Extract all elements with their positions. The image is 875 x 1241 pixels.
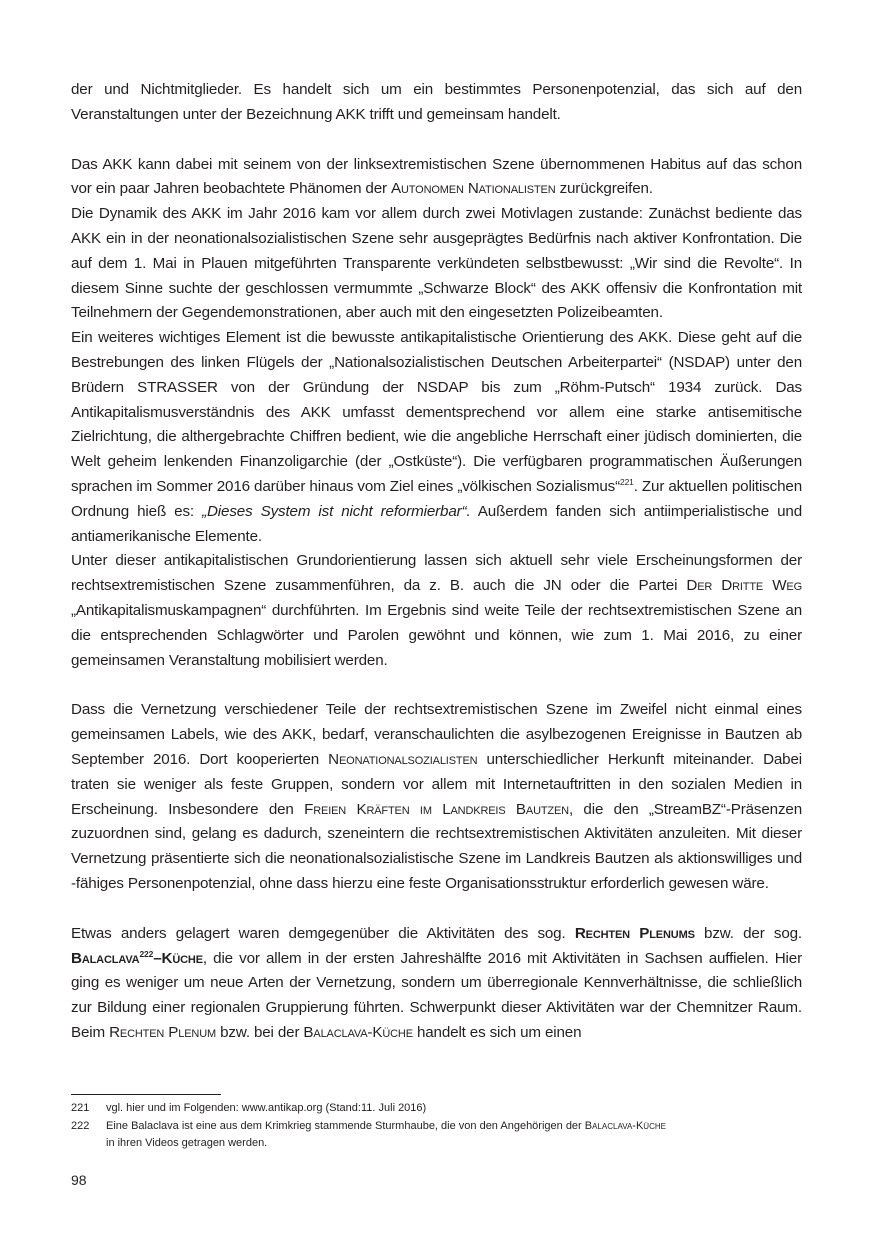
paragraph-5 [71,549,802,673]
footnote-text-part: in ihren Videos getragen werden. [106,1137,268,1149]
paragraph-text: Unter dieser antikapitalistischen Grundorientierung lassen sich aktuell sehr viele Erscheinungsformen der rechtsextremistischen Szene zusammenführen, da z. B. auch die JN oder die Partei [71,552,802,595]
footnote-text [106,1118,802,1153]
paragraph-text: Ein weiteres wichtiges Element ist die bewusste antikapitalistische Orientierung des AKK. Diese geht auf die Bestrebungen des linken Flügels der „Nationalsozialistischen Deutschen Arbeiterpartei“ (NSDAP) unter den Brüdern STRASSER von der Gründung der NSDAP bis zum „Röhm-Putsch“ 1934 zurück. Das Antikapitalismusverständnis des AKK umfasst dementsprechend vor allem eine starke antisemitische Zielrichtung, die althergebrachte Chiffren bedient, wie die angebliche Herrschaft einer jüdisch dominierten, die Welt geheim lenkenden Finanzoligarchie (der „Ostküste“). Die verfügbaren programmatischen Äußerungen sprachen im Sommer 2016 darüber hinaus vom Ziel eines „völkischen Sozialismus“ [71,329,802,495]
term-balaclava-bold: Balaclava [71,949,140,967]
footnote-222 [71,1118,802,1153]
term-freie-kraefte: Freien Kräften im Landkreis Bautzen [304,800,569,818]
footnote-ref-221: 221 [620,476,634,487]
paragraph-text: handelt es sich um einen [412,1023,582,1041]
term-neonationalsozialisten: Neonationalsozialisten [328,750,478,768]
footnote-ref-222: 222 [139,948,154,959]
paragraph-6 [71,698,802,896]
term-balaclava-kueche: Balaclava-Küche [303,1023,413,1041]
term-rechtes-plenum-bold: Rechten Plenums [574,924,695,942]
page-body [71,78,802,1046]
paragraph-text: bzw. bei der [216,1023,304,1041]
paragraph-text: bzw. der sog. [694,924,802,942]
footnote-divider [71,1094,221,1095]
paragraph-text: , die vor allem in der ersten Jahreshälfte 2016 mit Aktivitäten in Sachsen auffielen. Hier ging es weniger um neue Arten der Vernetzung, sondern um überregionale Kennverhältnisse, die schließlich zur Bildung einer regionalen Gruppierung führten. Schwerpunkt dieser Aktivitäten war der Chemnitzer Raum. Beim [71,949,802,1041]
quote-italic: „Dieses System ist nicht reformierbar“. [202,502,471,520]
paragraph-text: Die Dynamik des AKK im Jahr 2016 kam vor allem durch zwei Motivlagen zustande: Zunächst bediente das AKK ein in der neonationalsozialistischen Szene sehr ausgeprägtes Bedürfnis nach aktiver Konfrontation. Die auf dem 1. Mai in Plauen mitgeführten Transparente verkündeten selbstbewusst: „Wir sind die Revolte“. In diesem Sinne suchte der geschlossen vermummte „Schwarze Block“ des AKK offensiv die Konfrontation mit Teilnehmern der Gegendemonstrationen, aber auch mit den eingesetzten Polizeibeamten. [71,205,802,322]
footnote-number: 222 [71,1119,90,1132]
footnotes [71,1100,802,1153]
footnote-221 [71,1100,802,1118]
paragraph-3 [71,202,802,326]
paragraph-text: Etwas anders gelagert waren demgegenüber die Aktivitäten des sog. [71,924,575,942]
term-balaclava-kueche: Balaclava-Küche [584,1119,666,1132]
paragraph-text: zurückgreifen. [555,180,653,198]
paragraph-2 [71,153,802,203]
footnote-text: vgl. hier und im Folgenden: www.antikap.org (Stand:11. Juli 2016) [106,1102,427,1114]
paragraph-text: „Antikapitalismuskampagnen“ durchführten. Im Ergebnis sind weite Teile der rechtsextremistischen Szene an die entsprechenden Schlagwörter und Parolen gewöhnt und können, wie zum 1. Mai 2016, zu einer gemeinsamen Veranstaltung mobilisiert werden. [71,601,802,669]
footnote-text-part: Eine Balaclava ist eine aus dem Krimkrieg stammende Sturmhaube, die von den Angehörigen der [106,1119,585,1132]
paragraph-text: unterschiedlicher Herkunft miteinander. Dabei traten sie weniger als feste Gruppen, sondern vor allem mit Internetauftritten in den sozialen Medien in Erscheinung. Insbesondere den [71,750,802,818]
paragraph-7 [71,922,802,1046]
term-rechtes-plenum: Rechten Plenum [109,1023,217,1041]
term-kueche-bold: –Küche [153,949,203,967]
footnote-number: 221 [71,1102,90,1114]
paragraph-1 [71,78,802,128]
paragraph-text: Das AKK kann dabei mit seinem von der linksextremistischen Szene übernommenen Habitus auf das schon vor ein paar Jahren beobachtete Phänomen der [71,155,802,198]
paragraph-text: der und Nichtmitglieder. Es handelt sich um ein bestimmtes Personenpotenzial, das sich auf den Veranstaltungen unter der Bezeichnung AKK trifft und gemeinsam handelt. [71,81,802,123]
page-number: 98 [71,1172,87,1188]
paragraph-text: Außerdem fanden sich antiimperialistische und antiamerikanische Elemente. [71,502,802,545]
paragraph-text: . Zur aktuellen politischen Ordnung hieß es: [71,477,803,520]
paragraph-text: , die den „StreamBZ“-Präsenzen zuzuordnen sind, gelang es dadurch, szeneintern die rechtsextremistischen Aktivitäten anzuleiten. Mit dieser Vernetzung präsentierte sich die neonationalsozialistische Szene im Landkreis Bautzen als aktionswilliges und -fähiges Personenpotenzial, ohne dass hierzu eine feste Organisationsstruktur erforderlich gewesen wäre. [71,800,803,892]
term-der-dritte-weg: Der Dritte Weg [686,577,802,595]
term-autonome-nationalisten: Autonomen Nationalisten [391,180,556,198]
paragraph-text: Dass die Vernetzung verschiedener Teile der rechtsextremistischen Szene im Zweifel nicht einmal eines gemeinsamen Labels, wie des AKK, bedarf, veranschaulichten die asylbezogenen Ereignisse in Bautzen ab September 2016. Dort kooperierten [71,701,802,768]
paragraph-4 [71,326,802,549]
